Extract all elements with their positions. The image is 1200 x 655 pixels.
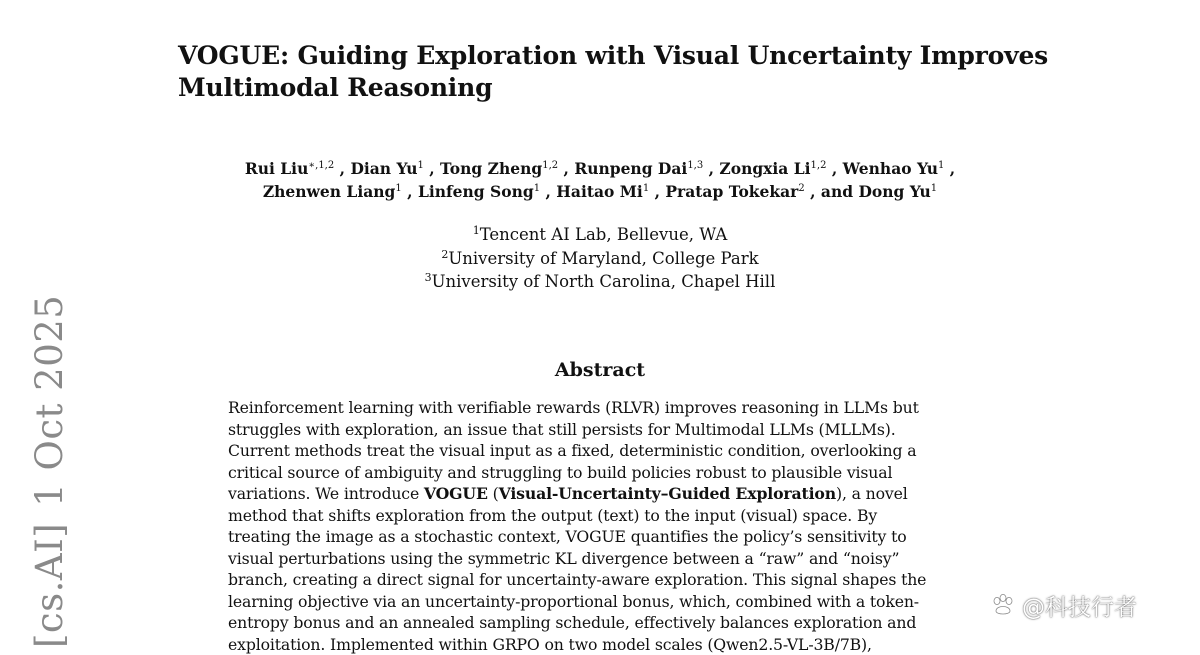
- arxiv-stamp: [30, 279, 70, 648]
- author: Linfeng Song$^1$: [418, 182, 540, 201]
- abstract-line: entropy bonus and an annealed sampling schedule, effectively balances exploration and: [228, 612, 974, 634]
- abstract-line: treating the image as a stochastic context, VOGUE quantifies the policy’s sensitivity to: [228, 526, 974, 548]
- title-line-2: Multimodal Reasoning: [178, 72, 1078, 104]
- abstract-line: method that shifts exploration from the output (text) to the input (visual) space. By: [228, 505, 974, 527]
- author: Dong Yu$^1$: [858, 182, 937, 201]
- abstract-line: struggles with exploration, an issue that still persists for Multimodal LLMs (MLLMs).: [228, 419, 974, 441]
- author-affiliation-mark: 1,2: [811, 160, 827, 171]
- abstract-line: visual perturbations using the symmetric KL divergence between a “raw” and “noisy”: [228, 548, 974, 570]
- affiliation-list: [300, 223, 900, 294]
- abstract-line: learning objective via an uncertainty-proportional bonus, which, combined with a token-: [228, 591, 974, 613]
- watermark-text: @科技行者: [1022, 589, 1137, 622]
- author-line-2: Zhenwen Liang$^1$ , Linfeng Song$^1$ , Haitao Mi$^1$ , Pratap Tokekar$^2$ , and Dong Yu$^1$: [150, 180, 1050, 203]
- abstract-line: Current methods treat the visual input as a fixed, deterministic condition, overlooking a: [228, 440, 974, 462]
- abstract-line: exploitation. Implemented within GRPO on two model scales (Qwen2.5-VL-3B/7B),: [228, 634, 974, 655]
- abstract-heading: Abstract: [500, 357, 700, 383]
- affiliation: $^1$Tencent AI Lab, Bellevue, WA: [300, 223, 900, 247]
- paper-title: [178, 40, 1078, 104]
- abstract-line: Reinforcement learning with verifiable rewards (RLVR) improves reasoning in LLMs but: [228, 397, 974, 419]
- author-affiliation-mark: 1: [931, 183, 937, 194]
- abstract-line: branch, creating a direct signal for uncertainty-aware exploration. This signal shapes the: [228, 569, 974, 591]
- abstract-line: critical source of ambiguity and struggling to build policies robust to plausible visual: [228, 462, 974, 484]
- paw-icon: [990, 592, 1016, 618]
- author-affiliation-mark: 1: [534, 183, 540, 194]
- author: Rui Liu$^{∗,1,2}$: [245, 159, 334, 178]
- affiliation: $^3$University of North Carolina, Chapel Hill: [300, 270, 900, 294]
- author: Dian Yu$^1$: [350, 159, 423, 178]
- arxiv-category: [cs.AI]: [28, 523, 71, 648]
- affiliation-mark: 1: [473, 224, 480, 237]
- author-affiliation-mark: ∗,1,2: [308, 160, 334, 171]
- author-affiliation-mark: 1: [395, 183, 401, 194]
- author: Tong Zheng$^{1,2}$: [440, 159, 558, 178]
- abstract-line: variations. We introduce VOGUE (Visual-Uncertainty–Guided Exploration), a novel: [228, 483, 974, 505]
- author-line-1: Rui Liu$^{∗,1,2}$ , Dian Yu$^1$ , Tong Zheng$^{1,2}$ , Runpeng Dai$^{1,3}$ , Zongxia Li$^{1,2}$ , Wenhao Yu$^1$ ,: [150, 157, 1050, 180]
- affiliation-mark: 2: [441, 248, 448, 261]
- abstract-body: [228, 397, 974, 655]
- arxiv-date: 1 Oct 2025: [28, 295, 71, 507]
- author: Zongxia Li$^{1,2}$: [719, 159, 826, 178]
- title-line-1: VOGUE: Guiding Exploration with Visual Uncertainty Improves: [178, 40, 1078, 72]
- author: Wenhao Yu$^1$: [843, 159, 945, 178]
- affiliation-mark: 3: [425, 271, 432, 284]
- author-affiliation-mark: 1: [643, 183, 649, 194]
- author-affiliation-mark: 1: [417, 160, 423, 171]
- author: Runpeng Dai$^{1,3}$: [574, 159, 703, 178]
- author: Zhenwen Liang$^1$: [263, 182, 402, 201]
- author: Pratap Tokekar$^2$: [665, 182, 804, 201]
- affiliation: $^2$University of Maryland, College Park: [300, 247, 900, 271]
- author-affiliation-mark: 1: [938, 160, 944, 171]
- author-affiliation-mark: 2: [798, 183, 804, 194]
- author: Haitao Mi$^1$: [556, 182, 649, 201]
- author-affiliation-mark: 1,3: [687, 160, 703, 171]
- author-affiliation-mark: 1,2: [542, 160, 558, 171]
- author-list: [150, 157, 1050, 203]
- watermark: [990, 588, 1190, 622]
